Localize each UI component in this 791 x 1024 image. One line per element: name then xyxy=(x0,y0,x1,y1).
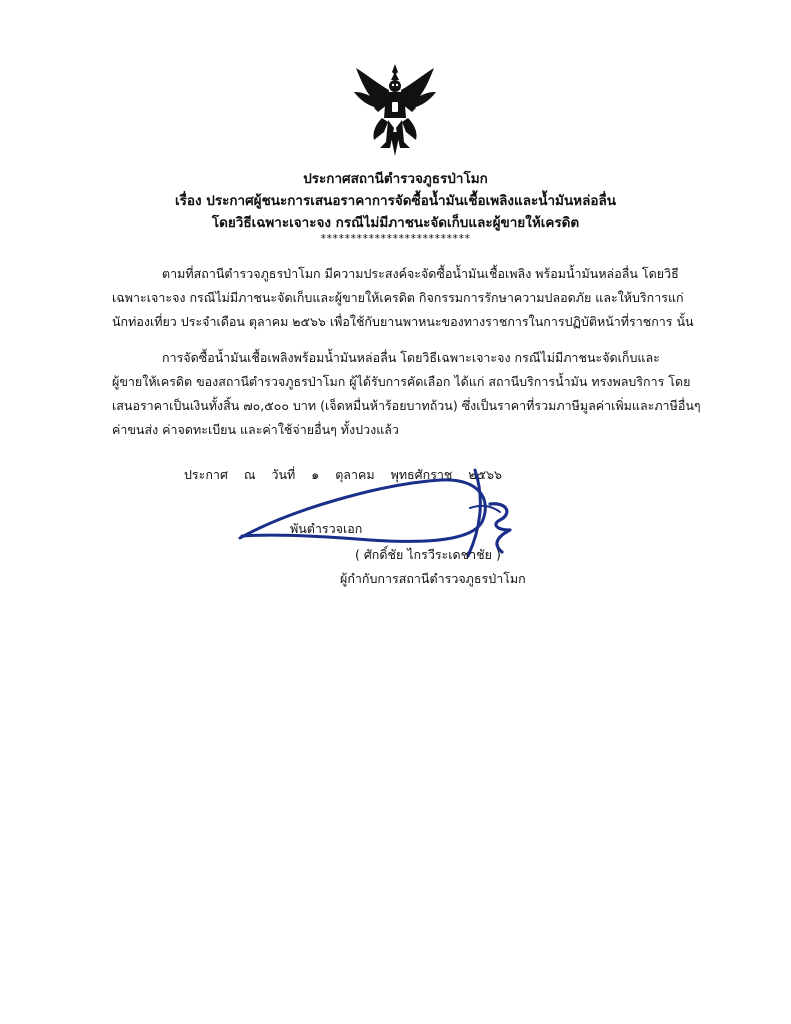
date-day-label: วันที่ xyxy=(271,467,296,482)
paragraph-line: ผู้ขายให้เครดิต ของสถานีตำรวจภูธรป่าโมก ผู้ได้รับการคัดเลือก ได้แก่ สถานีบริการน้ำมัน ทรงพลบริการ โดย xyxy=(112,374,691,389)
date-label: ประกาศ xyxy=(184,467,228,482)
date-at: ณ xyxy=(243,467,256,482)
paragraph-line: ตามที่สถานีตำรวจภูธรป่าโมก มีความประสงค์จะจัดซื้อน้ำมันเชื้อเพลิง พร้อมน้ำมันหล่อลื่น โดยวิธี xyxy=(162,266,679,281)
date-day: ๑ xyxy=(311,467,320,482)
date-year: ๒๕๖๖ xyxy=(468,467,502,482)
announcement-title: ประกาศสถานีตำรวจภูธรป่าโมก xyxy=(303,171,488,187)
procurement-method: โดยวิธีเฉพาะเจาะจง กรณีไม่มีภาชนะจัดเก็บและผู้ขายให้เครดิต xyxy=(211,215,580,231)
signatory-rank: พันตำรวจเอก xyxy=(290,521,363,536)
signatory-name: ( ศักดิ์ชัย ไกรวีระเดชาชัย ) xyxy=(355,547,501,562)
paragraph-line: นักท่องเที่ยว ประจำเดือน ตุลาคม ๒๕๖๖ เพื่อใช้กับยานพาหนะของทางราชการในการปฏิบัติหน้าที่ราชการ นั้น xyxy=(112,314,694,329)
paragraph-line: การจัดซื้อน้ำมันเชื้อเพลิงพร้อมน้ำมันหล่อลื่น โดยวิธีเฉพาะเจาะจง กรณีไม่มีภาชนะจัดเก็บและ xyxy=(162,350,660,365)
announcement-subject: เรื่อง ประกาศผู้ชนะการเสนอราคาการจัดซื้อน้ำมันเชื้อเพลิงและน้ำมันหล่อลื่น xyxy=(175,193,616,209)
paragraph-line: เสนอราคาเป็นเงินทั้งสิ้น ๗๐,๕๐๐ บาท (เจ็ดหมื่นห้าร้อยบาทถ้วน) ซึ่งเป็นราคาที่รวมภาษีมูลค่าเพิ่มและภาษีอื่นๆ xyxy=(112,398,701,413)
date-era-label: พุทธศักราช xyxy=(390,467,453,482)
garuda-emblem-icon xyxy=(352,62,438,158)
separator: ************************* xyxy=(320,232,471,245)
date-month: ตุลาคม xyxy=(335,467,375,482)
paragraph-line: ค่าขนส่ง ค่าจดทะเบียน และค่าใช้จ่ายอื่นๆ ทั้งปวงแล้ว xyxy=(112,422,399,437)
signatory-position: ผู้กำกับการสถานีตำรวจภูธรป่าโมก xyxy=(340,571,526,586)
paragraph-background xyxy=(112,262,694,334)
paragraph-line: เฉพาะเจาะจง กรณีไม่มีภาชนะจัดเก็บและผู้ขายให้เครดิต กิจกรรมการรักษาความปลอดภัย และให้บริการแก่ xyxy=(112,290,684,305)
paragraph-winner xyxy=(112,346,701,442)
